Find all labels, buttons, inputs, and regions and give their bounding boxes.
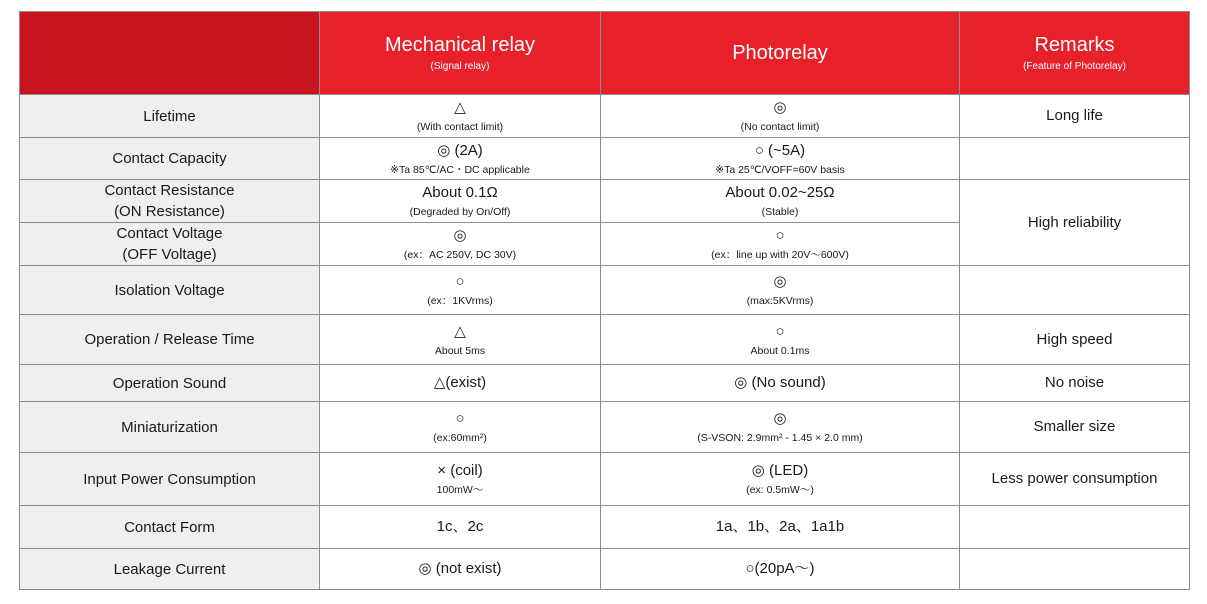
table-row	[20, 453, 1190, 506]
row-label: Lifetime	[20, 95, 320, 138]
photorelay-cell: ○ (~5A) ※Ta 25℃/VOFF=60V basis	[601, 138, 960, 180]
row-label: Isolation Voltage	[20, 266, 320, 315]
mechanical-cell: △ About 5ms	[320, 315, 601, 365]
table-row	[20, 365, 1190, 402]
remark-cell	[960, 549, 1190, 590]
photorelay-title: Photorelay	[732, 42, 828, 64]
mechanical-relay-title: Mechanical relay	[384, 33, 536, 56]
header-corner	[20, 12, 320, 95]
header-row	[20, 12, 1190, 95]
mechanical-cell: ◎ (2A) ※Ta 85℃/AC・DC applicable	[320, 138, 601, 180]
table-row	[20, 95, 1190, 138]
photorelay-cell: About 0.02~25Ω (Stable)	[601, 180, 960, 223]
table-row	[20, 266, 1190, 315]
mechanical-cell: ○ (ex:60mm²)	[320, 402, 601, 453]
mechanical-cell: △(exist)	[320, 365, 601, 402]
remark-cell	[960, 266, 1190, 315]
table-row	[20, 180, 1190, 223]
header-photorelay	[601, 12, 960, 95]
mechanical-cell: 1c、2c	[320, 506, 601, 549]
photorelay-cell: 1a、1b、2a、1a1b	[601, 506, 960, 549]
photorelay-cell: ◎ (No sound)	[601, 365, 960, 402]
remark-cell	[960, 506, 1190, 549]
header-remarks	[960, 12, 1190, 95]
row-label: Contact Form	[20, 506, 320, 549]
row-label: Contact Voltage (OFF Voltage)	[20, 223, 320, 266]
row-label: Leakage Current	[20, 549, 320, 590]
remark-cell: Smaller size	[960, 402, 1190, 453]
photorelay-cell: ○ About 0.1ms	[601, 315, 960, 365]
remark-cell: Long life	[960, 95, 1190, 138]
row-label: Operation Sound	[20, 365, 320, 402]
mechanical-relay-subtitle: (Signal relay)	[430, 60, 490, 72]
header-mechanical-relay	[320, 12, 601, 95]
row-label: Contact Resistance (ON Resistance)	[20, 180, 320, 223]
remark-cell: No noise	[960, 365, 1190, 402]
mechanical-cell: About 0.1Ω (Degraded by On/Off)	[320, 180, 601, 223]
mechanical-cell: △ (With contact limit)	[320, 95, 601, 138]
remarks-subtitle: (Feature of Photorelay)	[1023, 60, 1126, 72]
photorelay-cell: ◎ (No contact limit)	[601, 95, 960, 138]
table-row	[20, 138, 1190, 180]
photorelay-cell: ○(20pA～)	[601, 549, 960, 590]
remark-cell: High reliability	[960, 180, 1190, 266]
mechanical-cell: × (coil) 100mW～	[320, 453, 601, 506]
row-label: Contact Capacity	[20, 138, 320, 180]
remark-cell: High speed	[960, 315, 1190, 365]
row-label: Miniaturization	[20, 402, 320, 453]
mechanical-cell: ◎ (ex：AC 250V, DC 30V)	[320, 223, 601, 266]
row-label: Operation / Release Time	[20, 315, 320, 365]
photorelay-cell: ○ (ex：line up with 20V～600V)	[601, 223, 960, 266]
photorelay-cell: ◎ (LED) (ex: 0.5mW～)	[601, 453, 960, 506]
photorelay-cell: ◎ (S-VSON: 2.9mm² - 1.45 × 2.0 mm)	[601, 402, 960, 453]
table-row	[20, 506, 1190, 549]
mechanical-cell: ○ (ex：1KVrms)	[320, 266, 601, 315]
table-row	[20, 315, 1190, 365]
remark-cell	[960, 138, 1190, 180]
remarks-title: Remarks	[1034, 33, 1115, 56]
remark-cell: Less power consumption	[960, 453, 1190, 506]
table-row	[20, 402, 1190, 453]
table-row	[20, 549, 1190, 590]
comparison-table	[19, 11, 1190, 590]
mechanical-cell: ◎ (not exist)	[320, 549, 601, 590]
photorelay-cell: ◎ (max:5KVrms)	[601, 266, 960, 315]
row-label: Input Power Consumption	[20, 453, 320, 506]
